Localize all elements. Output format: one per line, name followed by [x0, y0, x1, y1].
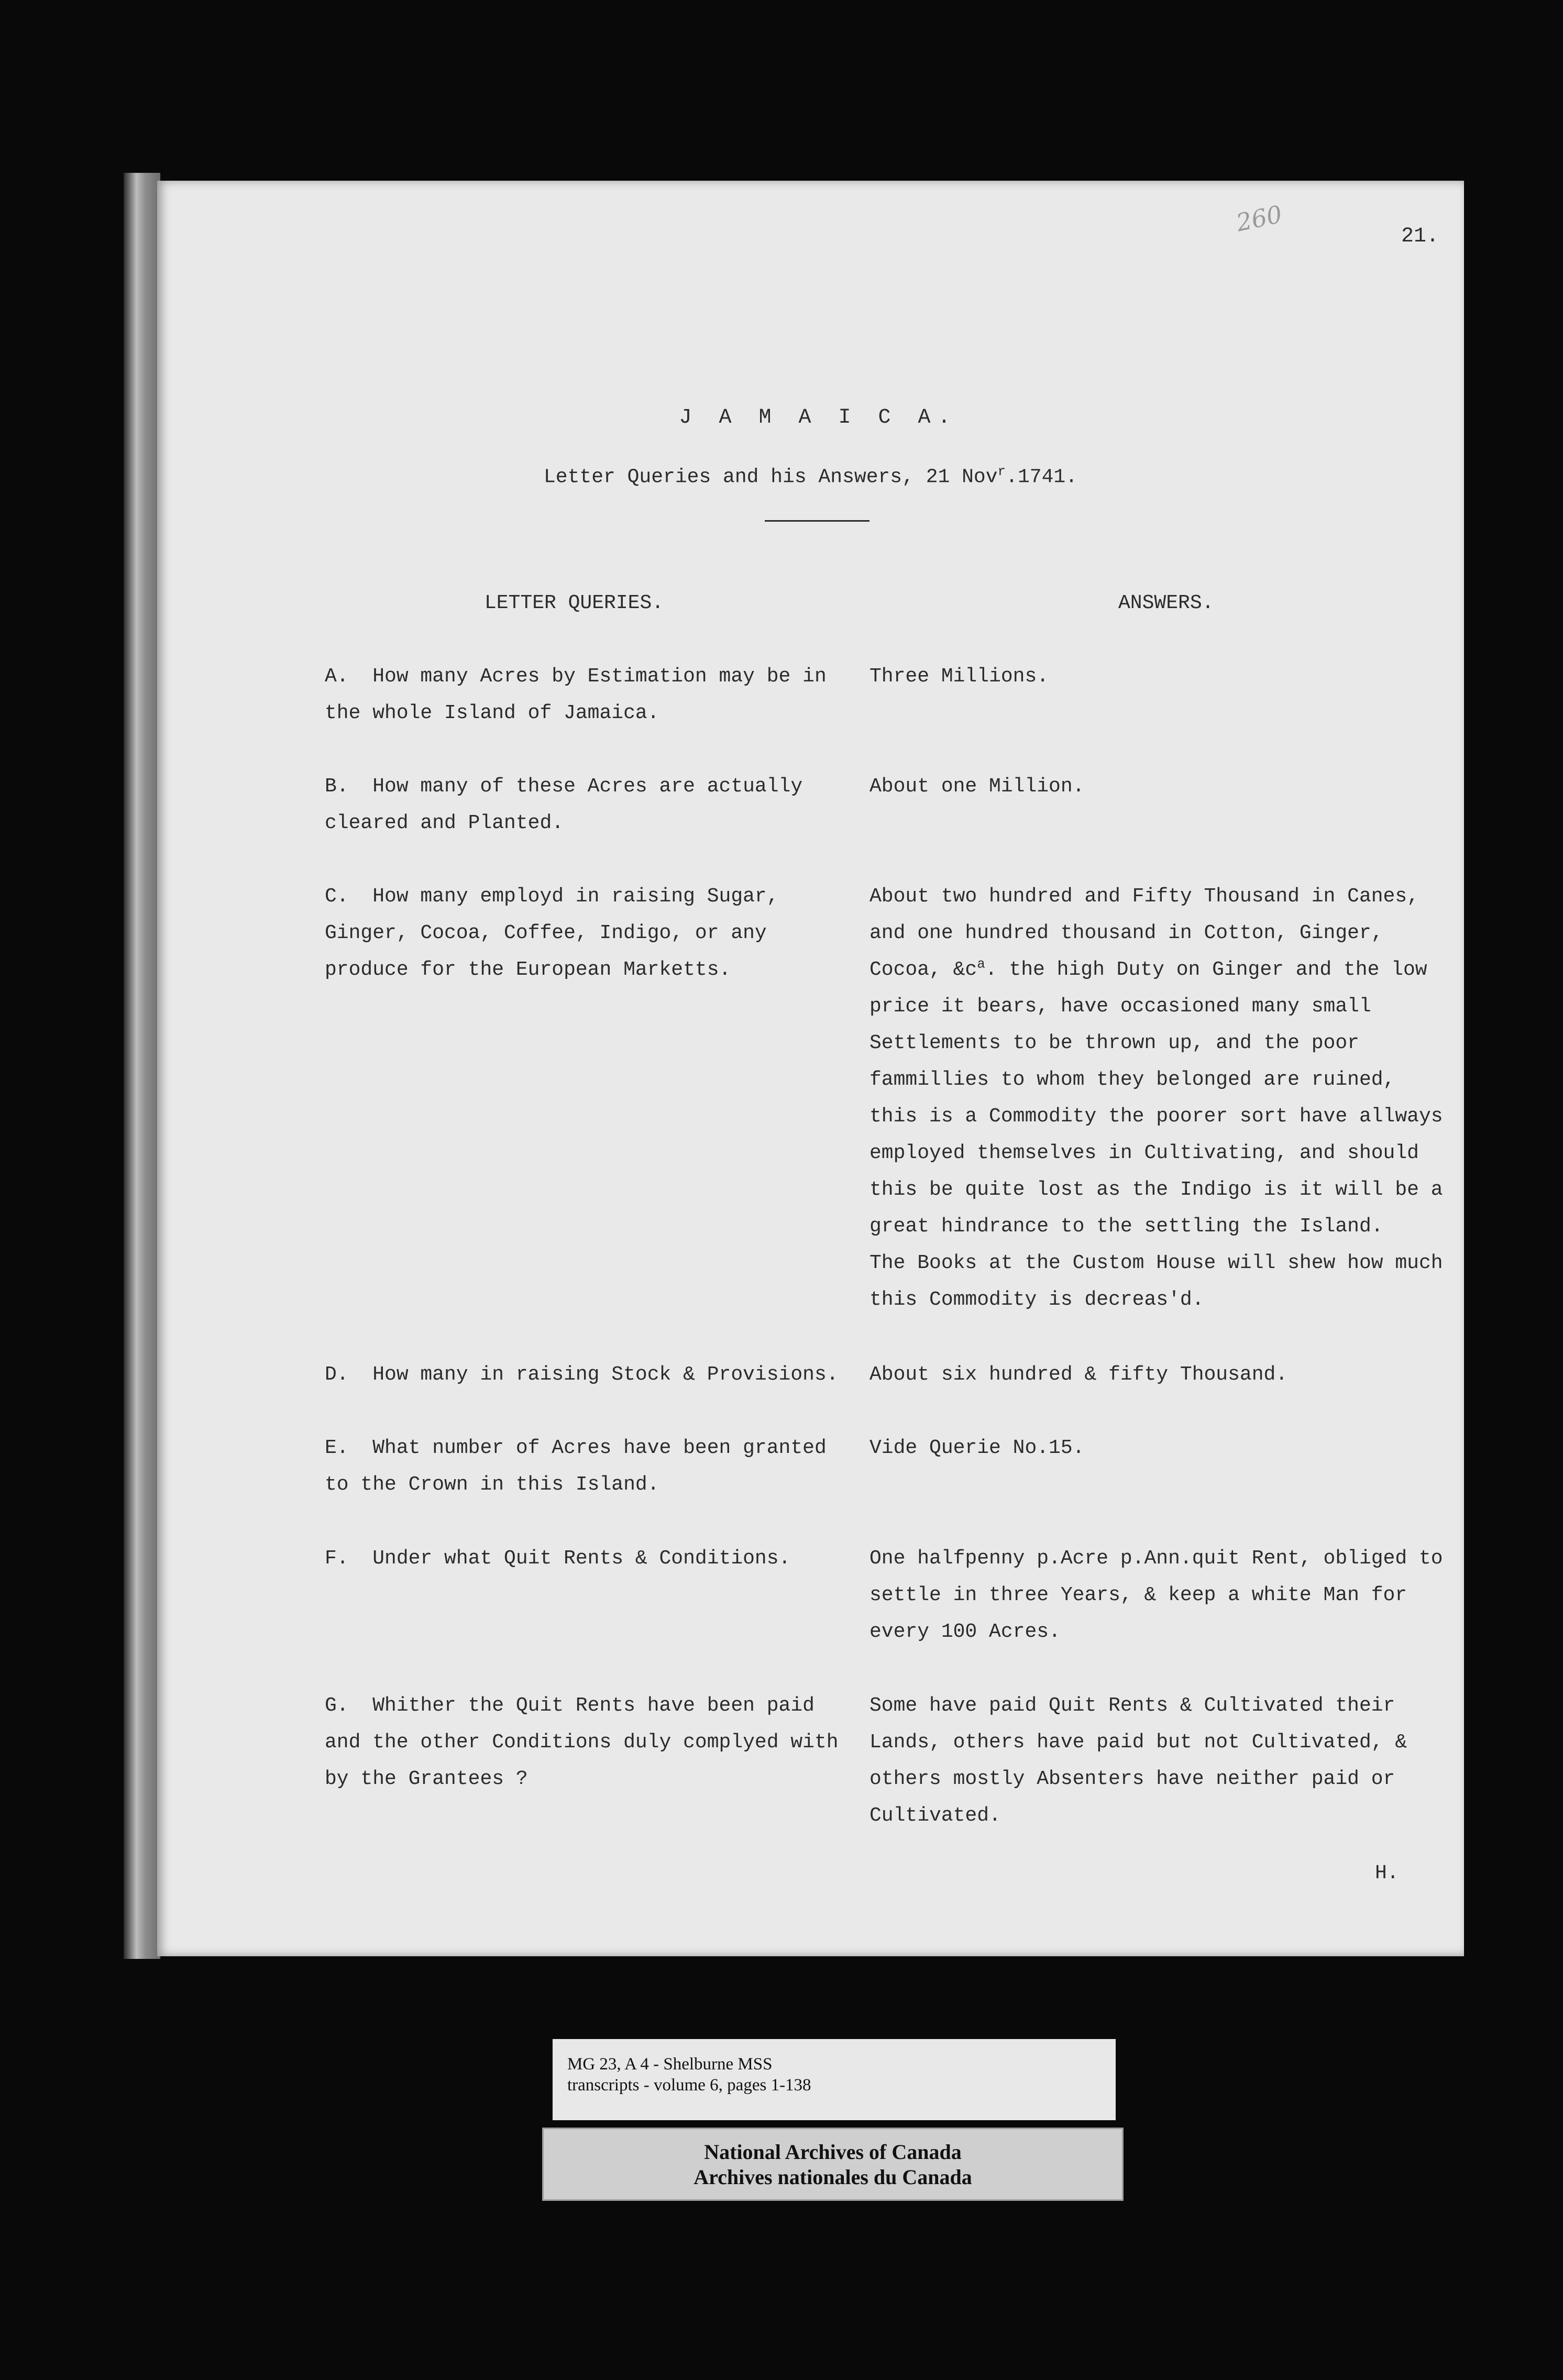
column-heading-queries: LETTER QUERIES. — [485, 592, 664, 614]
archive-name-french: Archives nationales du Canada — [694, 2165, 972, 2189]
answer-e: Vide Querie No.15. — [869, 1437, 1085, 1459]
query-g: G. Whither the Quit Rents have been paid and the other Conditions duly complyed with by the Grantees ? — [325, 1694, 839, 1790]
document-subtitle: Letter Queries and his Answers, 21 Nov$^r$.1741. — [544, 464, 1077, 489]
title-underline — [765, 520, 869, 522]
query-a: A. How many Acres by Estimation may be in the whole Island of Jamaica. — [325, 665, 827, 724]
answer-c: About two hundred and Fifty Thousand in Canes, and one hundred thousand in Cotton, Ginger, Cocoa, $\&c^a$. the high Duty on Ginger and the low price it bears, have occasioned many small Settlements to be thrown up, and the poor fammillies to whom they belonged are ruined, this is a Commodity the poorer sort have allways employed themselves in Cultivating, and should this be quite lost as the Indigo is it will be a great hindrance to the settling the Island. The Books at the Custom House will shew how much this Commodity is decreas'd. — [869, 885, 1443, 1311]
query-c: C. How many employd in raising Sugar, Ginger, Cocoa, Coffee, Indigo, or any produce for the European Marketts. — [325, 885, 779, 981]
archive-label — [542, 2128, 1124, 2201]
catchword: H. — [1375, 1862, 1399, 1885]
answer-f: One halfpenny p.Acre p.Ann.quit Rent, obliged to settle in three Years, & keep a white Man for every 100 Acres. — [869, 1547, 1443, 1643]
collection-label — [553, 2039, 1116, 2120]
query-f: F. Under what Quit Rents & Conditions. — [325, 1547, 791, 1570]
column-heading-answers: ANSWERS. — [1118, 592, 1214, 614]
answer-a: Three Millions. — [869, 665, 1049, 688]
document-page — [157, 181, 1464, 1956]
book-binding-edge — [124, 173, 160, 1959]
query-d: D. How many in raising Stock & Provisions. — [325, 1363, 839, 1386]
collection-line-1: MG 23, A 4 - Shelburne MSS — [567, 2055, 773, 2074]
archive-name-english: National Archives of Canada — [704, 2140, 962, 2164]
document-title: J A M A I C A. — [679, 406, 958, 429]
answer-g: Some have paid Quit Rents & Cultivated their Lands, others have paid but not Cultivated, & others mostly Absenters have neither paid or Cultivated. — [869, 1694, 1407, 1827]
answer-b: About one Million. — [869, 775, 1085, 798]
query-b: B. How many of these Acres are actually cleared and Planted. — [325, 775, 803, 834]
query-e: E. What number of Acres have been granted to the Crown in this Island. — [325, 1437, 827, 1496]
handwritten-folio-note: 260 — [1234, 200, 1285, 237]
page-number: 21. — [1401, 225, 1439, 248]
collection-line-2: transcripts - volume 6, pages 1-138 — [567, 2076, 811, 2095]
answer-d: About six hundred & fifty Thousand. — [869, 1363, 1288, 1386]
